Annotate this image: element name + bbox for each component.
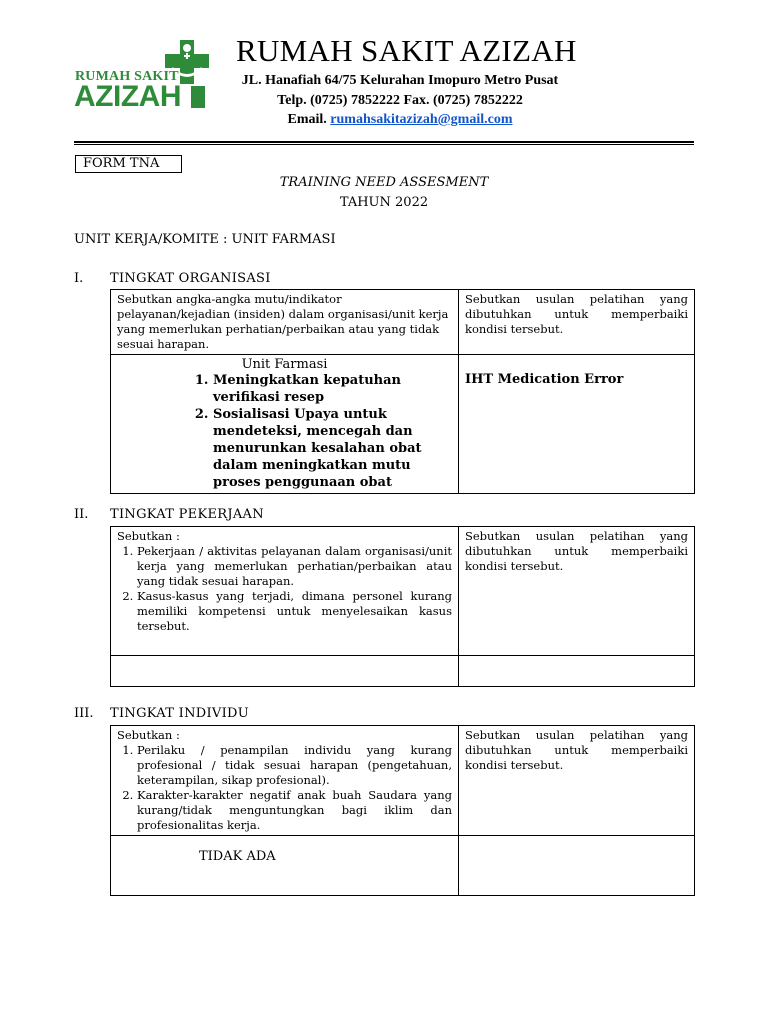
section-3-table bbox=[110, 725, 695, 896]
section-2-title: TINGKAT PEKERJAAN bbox=[110, 507, 264, 522]
section-3-answer: TIDAK ADA bbox=[111, 836, 459, 896]
logo-text-top: RUMAH SAKIT bbox=[75, 69, 179, 84]
list-item: 1. Perilaku / penampilan individu yang kurang profesional / tidak sesuai harapan (pengetahuan, keterampilan, sikap profesional). bbox=[137, 743, 452, 788]
list-item: 2. Kasus-kasus yang terjadi, dimana personel kurang memiliki kompetensi untuk menyelesaikan kasus tersebut. bbox=[137, 589, 452, 634]
email-label: Email. bbox=[287, 112, 327, 127]
section-2-lead: Sebutkan : bbox=[117, 529, 180, 543]
hospital-address: JL. Hanafiah 64/75 Kelurahan Imopuro Metro Pusat bbox=[241, 73, 559, 88]
list-item: 2. Karakter-karakter negatif anak buah Saudara yang kurang/tidak menguntungkan bagi iklim dan profesionalitas kerja. bbox=[137, 788, 452, 833]
section-2-left-content bbox=[111, 527, 459, 656]
list-item: 2. Sosialisasi Upaya untuk mendeteksi, mencegah dan menurunkan kesalahan obat dalam meningkatkan mutu proses penggunaan obat bbox=[213, 406, 452, 491]
list-item: 1. Pekerjaan / aktivitas pelayanan dalam organisasi/unit kerja yang memerlukan perhatian/perbaikan atau yang tidak sesuai harapan. bbox=[137, 544, 452, 589]
section-1-table bbox=[110, 289, 695, 494]
section-2-empty-cell bbox=[459, 656, 695, 687]
section-2-number: II. bbox=[74, 507, 89, 522]
header-divider bbox=[74, 141, 694, 143]
hospital-email-line bbox=[0, 112, 768, 128]
header-divider-thin bbox=[74, 144, 694, 145]
form-year: TAHUN 2022 bbox=[339, 195, 429, 210]
section-2-right-header: Sebutkan usulan pelatihan yang dibutuhkan untuk memperbaiki kondisi tersebut. bbox=[459, 527, 695, 656]
section-1-left-header: Sebutkan angka-angka mutu/indikator pelayanan/kejadian (insiden) dalam organisasi/unit kerja yang memerlukan perhatian/perbaikan atau yang tidak sesuai harapan. bbox=[111, 290, 459, 355]
form-code-box: FORM TNA bbox=[75, 155, 182, 173]
section-1-answer: IHT Medication Error bbox=[459, 355, 695, 494]
section-2-empty-cell bbox=[111, 656, 459, 687]
section-1-list bbox=[117, 372, 452, 491]
list-item: 1. Meningkatkan kepatuhan verifikasi resep bbox=[213, 372, 452, 406]
section-1-left-content bbox=[111, 355, 459, 494]
section-1-number: I. bbox=[74, 271, 84, 286]
section-3-lead: Sebutkan : bbox=[117, 728, 180, 742]
section-3-list bbox=[117, 743, 452, 833]
hospital-name: RUMAH SAKIT AZIZAH bbox=[236, 33, 577, 68]
section-2-list bbox=[117, 544, 452, 634]
email-link[interactable]: rumahsakitazizah@gmail.com bbox=[330, 112, 513, 127]
section-3-left-content bbox=[111, 726, 459, 836]
section-1-right-header: Sebutkan usulan pelatihan yang dibutuhkan untuk memperbaiki kondisi tersebut. bbox=[459, 290, 695, 355]
section-3-right-header: Sebutkan usulan pelatihan yang dibutuhkan untuk memperbaiki kondisi tersebut. bbox=[459, 726, 695, 836]
unit-farmasi-label: Unit Farmasi bbox=[241, 357, 328, 372]
section-2-table bbox=[110, 526, 695, 687]
unit-line: UNIT KERJA/KOMITE : UNIT FARMASI bbox=[74, 232, 336, 247]
logo-text-main: AZIZAH bbox=[74, 80, 181, 113]
section-3-empty-cell bbox=[459, 836, 695, 896]
section-3-title: TINGKAT INDIVIDU bbox=[110, 706, 250, 721]
section-3-number: III. bbox=[74, 706, 94, 721]
section-1-title: TINGKAT ORGANISASI bbox=[110, 271, 271, 286]
hospital-phone: Telp. (0725) 7852222 Fax. (0725) 7852222 bbox=[277, 93, 523, 108]
form-title: TRAINING NEED ASSESMENT bbox=[279, 175, 489, 190]
